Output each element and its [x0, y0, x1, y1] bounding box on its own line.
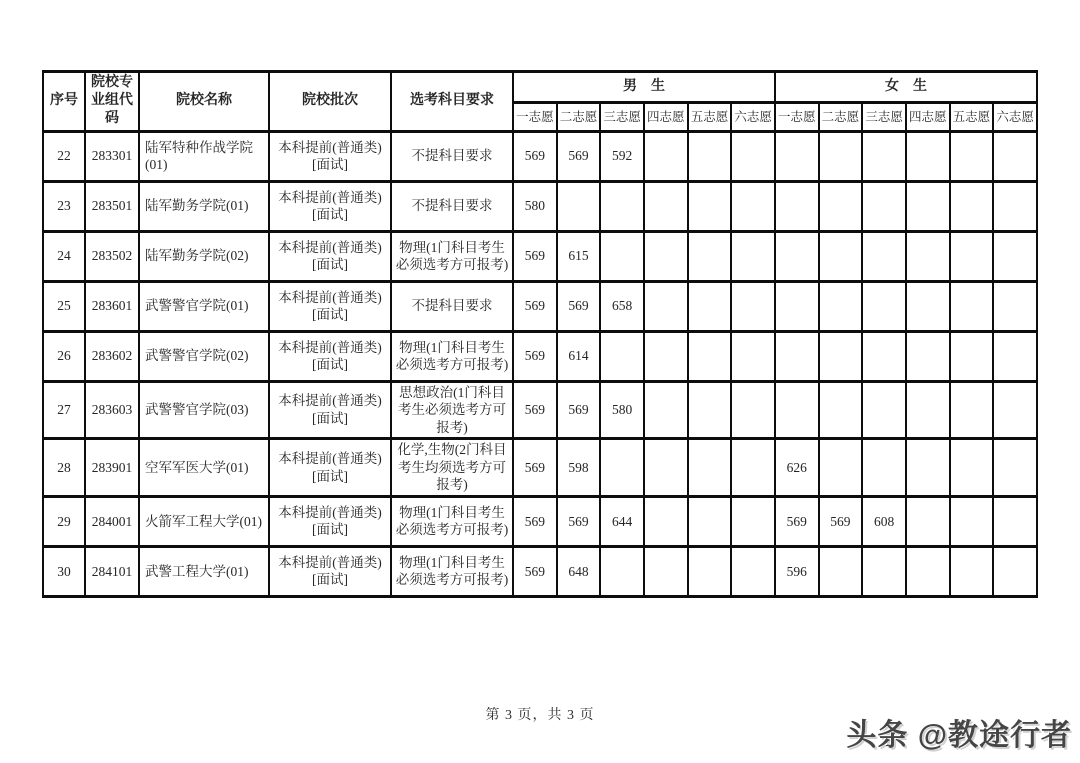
- male-score-cell: [688, 496, 732, 546]
- male-score-cell: [731, 381, 775, 439]
- school-name-cell: 武警工程大学(01): [139, 546, 269, 596]
- batch-cell: [269, 439, 391, 497]
- male-score-cell: 648: [557, 546, 601, 596]
- female-score-cell: [819, 131, 863, 181]
- male-score-cell: [688, 331, 732, 381]
- male-score-cell: 569: [557, 496, 601, 546]
- male-score-cell: [731, 331, 775, 381]
- code-cell: 283601: [85, 281, 139, 331]
- male-score-cell: [644, 131, 688, 181]
- female-score-cell: [993, 331, 1037, 381]
- female-score-cell: [819, 546, 863, 596]
- female-score-cell: [906, 381, 950, 439]
- female-score-cell: [950, 131, 994, 181]
- col-header-seq: 序号: [43, 72, 85, 132]
- code-cell: 283301: [85, 131, 139, 181]
- female-score-cell: [993, 131, 1037, 181]
- batch-line-1: 本科提前(普通类): [278, 504, 382, 520]
- female-score-cell: [819, 381, 863, 439]
- school-name-cell: 武警警官学院(03): [139, 381, 269, 439]
- seq-cell: 28: [43, 439, 85, 497]
- male-score-cell: [644, 281, 688, 331]
- seq-cell: 22: [43, 131, 85, 181]
- male-score-cell: [644, 439, 688, 497]
- subject-req-cell: 物理(1门科目考生必须选考方可报考): [391, 546, 513, 596]
- batch-line-1: 本科提前(普通类): [278, 339, 382, 355]
- female-score-cell: [775, 281, 819, 331]
- table-row: [43, 231, 1037, 281]
- batch-line-2: [面试]: [312, 522, 348, 538]
- male-score-cell: [688, 381, 732, 439]
- male-score-cell: 615: [557, 231, 601, 281]
- col-header-female-choice-2: 二志愿: [819, 103, 863, 131]
- male-score-cell: [688, 281, 732, 331]
- code-cell: 284001: [85, 496, 139, 546]
- female-score-cell: [993, 496, 1037, 546]
- batch-line-1: 本科提前(普通类): [278, 189, 382, 205]
- female-score-cell: 569: [775, 496, 819, 546]
- table-row: [43, 381, 1037, 439]
- batch-line-2: [面试]: [312, 468, 348, 484]
- school-name-cell: 陆军特种作战学院(01): [139, 131, 269, 181]
- batch-cell: [269, 546, 391, 596]
- admissions-score-table: [42, 70, 1038, 598]
- male-score-cell: [644, 381, 688, 439]
- col-header-male-choice-3: 三志愿: [600, 103, 644, 131]
- male-score-cell: [644, 231, 688, 281]
- female-score-cell: [862, 231, 906, 281]
- header-row-groups: [43, 72, 1037, 103]
- subject-req-cell: 物理(1门科目考生必须选考方可报考): [391, 496, 513, 546]
- subject-req-cell: 不提科目要求: [391, 281, 513, 331]
- male-score-cell: [644, 496, 688, 546]
- female-score-cell: [950, 281, 994, 331]
- col-header-male-choice-4: 四志愿: [644, 103, 688, 131]
- col-header-male-choice-2: 二志愿: [557, 103, 601, 131]
- col-header-male-choice-1: 一志愿: [513, 103, 557, 131]
- female-score-cell: [775, 131, 819, 181]
- col-header-batch: 院校批次: [269, 72, 391, 132]
- batch-line-2: [面试]: [312, 207, 348, 223]
- school-name-cell: 武警警官学院(01): [139, 281, 269, 331]
- code-cell: 283602: [85, 331, 139, 381]
- male-score-cell: 569: [513, 281, 557, 331]
- female-score-cell: 608: [862, 496, 906, 546]
- female-score-cell: [862, 546, 906, 596]
- male-score-cell: [688, 181, 732, 231]
- female-score-cell: [906, 181, 950, 231]
- female-score-cell: [993, 439, 1037, 497]
- col-header-female-choice-6: 六志愿: [993, 103, 1037, 131]
- male-score-cell: [731, 131, 775, 181]
- col-header-school: 院校名称: [139, 72, 269, 132]
- female-score-cell: [906, 331, 950, 381]
- female-score-cell: [950, 231, 994, 281]
- male-score-cell: 569: [557, 131, 601, 181]
- watermark-text: 头条 @教途行者: [846, 719, 1072, 752]
- code-cell: 283501: [85, 181, 139, 231]
- code-cell: 284101: [85, 546, 139, 596]
- male-score-cell: 580: [513, 181, 557, 231]
- female-score-cell: [819, 181, 863, 231]
- group-header-male: 男 生: [513, 72, 775, 103]
- seq-cell: 24: [43, 231, 85, 281]
- male-score-cell: [600, 181, 644, 231]
- female-score-cell: [775, 181, 819, 231]
- male-score-cell: 569: [557, 381, 601, 439]
- batch-line-1: 本科提前(普通类): [278, 450, 382, 466]
- male-score-cell: 614: [557, 331, 601, 381]
- batch-cell: [269, 496, 391, 546]
- batch-line-2: [面试]: [312, 357, 348, 373]
- batch-cell: [269, 281, 391, 331]
- male-score-cell: [688, 131, 732, 181]
- subject-req-cell: 不提科目要求: [391, 181, 513, 231]
- male-score-cell: 569: [513, 131, 557, 181]
- female-score-cell: [862, 281, 906, 331]
- female-score-cell: [862, 381, 906, 439]
- female-score-cell: 569: [819, 496, 863, 546]
- batch-line-2: [面试]: [312, 157, 348, 173]
- batch-line-1: 本科提前(普通类): [278, 289, 382, 305]
- male-score-cell: [644, 546, 688, 596]
- male-score-cell: [731, 546, 775, 596]
- school-name-cell: 陆军勤务学院(02): [139, 231, 269, 281]
- female-score-cell: [906, 281, 950, 331]
- female-score-cell: [862, 439, 906, 497]
- female-score-cell: [993, 381, 1037, 439]
- female-score-cell: [819, 331, 863, 381]
- code-cell: 283603: [85, 381, 139, 439]
- female-score-cell: [950, 181, 994, 231]
- table-row: [43, 131, 1037, 181]
- male-score-cell: [731, 496, 775, 546]
- seq-cell: 29: [43, 496, 85, 546]
- school-name-cell: 武警警官学院(02): [139, 331, 269, 381]
- male-score-cell: 592: [600, 131, 644, 181]
- female-score-cell: [819, 281, 863, 331]
- female-score-cell: [993, 546, 1037, 596]
- male-score-cell: [557, 181, 601, 231]
- female-score-cell: [906, 231, 950, 281]
- batch-line-2: [面试]: [312, 410, 348, 426]
- male-score-cell: [600, 439, 644, 497]
- col-header-female-choice-5: 五志愿: [950, 103, 994, 131]
- female-score-cell: [862, 331, 906, 381]
- female-score-cell: [950, 546, 994, 596]
- male-score-cell: [688, 546, 732, 596]
- female-score-cell: [906, 496, 950, 546]
- male-score-cell: [600, 331, 644, 381]
- batch-cell: [269, 331, 391, 381]
- subject-req-cell: 物理(1门科目考生必须选考方可报考): [391, 231, 513, 281]
- batch-line-1: 本科提前(普通类): [278, 139, 382, 155]
- female-score-cell: [775, 231, 819, 281]
- female-score-cell: 626: [775, 439, 819, 497]
- female-score-cell: [775, 331, 819, 381]
- male-score-cell: 644: [600, 496, 644, 546]
- code-cell: 283502: [85, 231, 139, 281]
- table-row: [43, 331, 1037, 381]
- table-row: [43, 181, 1037, 231]
- school-name-cell: 火箭军工程大学(01): [139, 496, 269, 546]
- female-score-cell: [993, 181, 1037, 231]
- subject-req-cell: 物理(1门科目考生必须选考方可报考): [391, 331, 513, 381]
- male-score-cell: [731, 181, 775, 231]
- male-score-cell: [688, 439, 732, 497]
- batch-cell: [269, 381, 391, 439]
- batch-line-1: 本科提前(普通类): [278, 393, 382, 409]
- table-row: [43, 546, 1037, 596]
- batch-line-2: [面试]: [312, 572, 348, 588]
- seq-cell: 26: [43, 331, 85, 381]
- subject-req-cell: 化学,生物(2门科目考生均须选考方可报考): [391, 439, 513, 497]
- female-score-cell: [950, 496, 994, 546]
- male-score-cell: 569: [513, 439, 557, 497]
- batch-line-1: 本科提前(普通类): [278, 239, 382, 255]
- female-score-cell: [950, 439, 994, 497]
- subject-req-cell: 不提科目要求: [391, 131, 513, 181]
- col-header-group-code: 院校专业组代码: [85, 72, 139, 132]
- male-score-cell: 580: [600, 381, 644, 439]
- female-score-cell: [950, 331, 994, 381]
- batch-line-2: [面试]: [312, 307, 348, 323]
- male-score-cell: [688, 231, 732, 281]
- male-score-cell: [600, 546, 644, 596]
- female-score-cell: [862, 131, 906, 181]
- female-score-cell: [775, 381, 819, 439]
- male-score-cell: [731, 231, 775, 281]
- female-score-cell: [862, 181, 906, 231]
- batch-cell: [269, 231, 391, 281]
- batch-line-1: 本科提前(普通类): [278, 554, 382, 570]
- group-header-female: 女 生: [775, 72, 1037, 103]
- page-number-footer: 第 3 页，共 3 页: [485, 708, 595, 723]
- female-score-cell: [819, 439, 863, 497]
- col-header-female-choice-4: 四志愿: [906, 103, 950, 131]
- col-header-subject: 选考科目要求: [391, 72, 513, 132]
- col-header-female-choice-3: 三志愿: [862, 103, 906, 131]
- batch-cell: [269, 181, 391, 231]
- table-row: [43, 281, 1037, 331]
- male-score-cell: 569: [513, 546, 557, 596]
- male-score-cell: 569: [513, 496, 557, 546]
- batch-cell: [269, 131, 391, 181]
- female-score-cell: [950, 381, 994, 439]
- male-score-cell: [600, 231, 644, 281]
- male-score-cell: 658: [600, 281, 644, 331]
- school-name-cell: 空军军医大学(01): [139, 439, 269, 497]
- seq-cell: 27: [43, 381, 85, 439]
- seq-cell: 25: [43, 281, 85, 331]
- col-header-female-choice-1: 一志愿: [775, 103, 819, 131]
- col-header-male-choice-6: 六志愿: [731, 103, 775, 131]
- male-score-cell: 598: [557, 439, 601, 497]
- female-score-cell: [993, 231, 1037, 281]
- batch-line-2: [面试]: [312, 257, 348, 273]
- male-score-cell: [731, 281, 775, 331]
- seq-cell: 30: [43, 546, 85, 596]
- subject-req-cell: 思想政治(1门科目考生必须选考方可报考): [391, 381, 513, 439]
- school-name-cell: 陆军勤务学院(01): [139, 181, 269, 231]
- code-cell: 283901: [85, 439, 139, 497]
- female-score-cell: [993, 281, 1037, 331]
- col-header-male-choice-5: 五志愿: [688, 103, 732, 131]
- female-score-cell: [906, 546, 950, 596]
- male-score-cell: 569: [513, 381, 557, 439]
- male-score-cell: [731, 439, 775, 497]
- female-score-cell: [819, 231, 863, 281]
- male-score-cell: 569: [513, 231, 557, 281]
- male-score-cell: 569: [513, 331, 557, 381]
- male-score-cell: [644, 331, 688, 381]
- seq-cell: 23: [43, 181, 85, 231]
- male-score-cell: 569: [557, 281, 601, 331]
- male-score-cell: [644, 181, 688, 231]
- female-score-cell: [906, 439, 950, 497]
- table-row: [43, 496, 1037, 546]
- table-row: [43, 439, 1037, 497]
- female-score-cell: [906, 131, 950, 181]
- female-score-cell: 596: [775, 546, 819, 596]
